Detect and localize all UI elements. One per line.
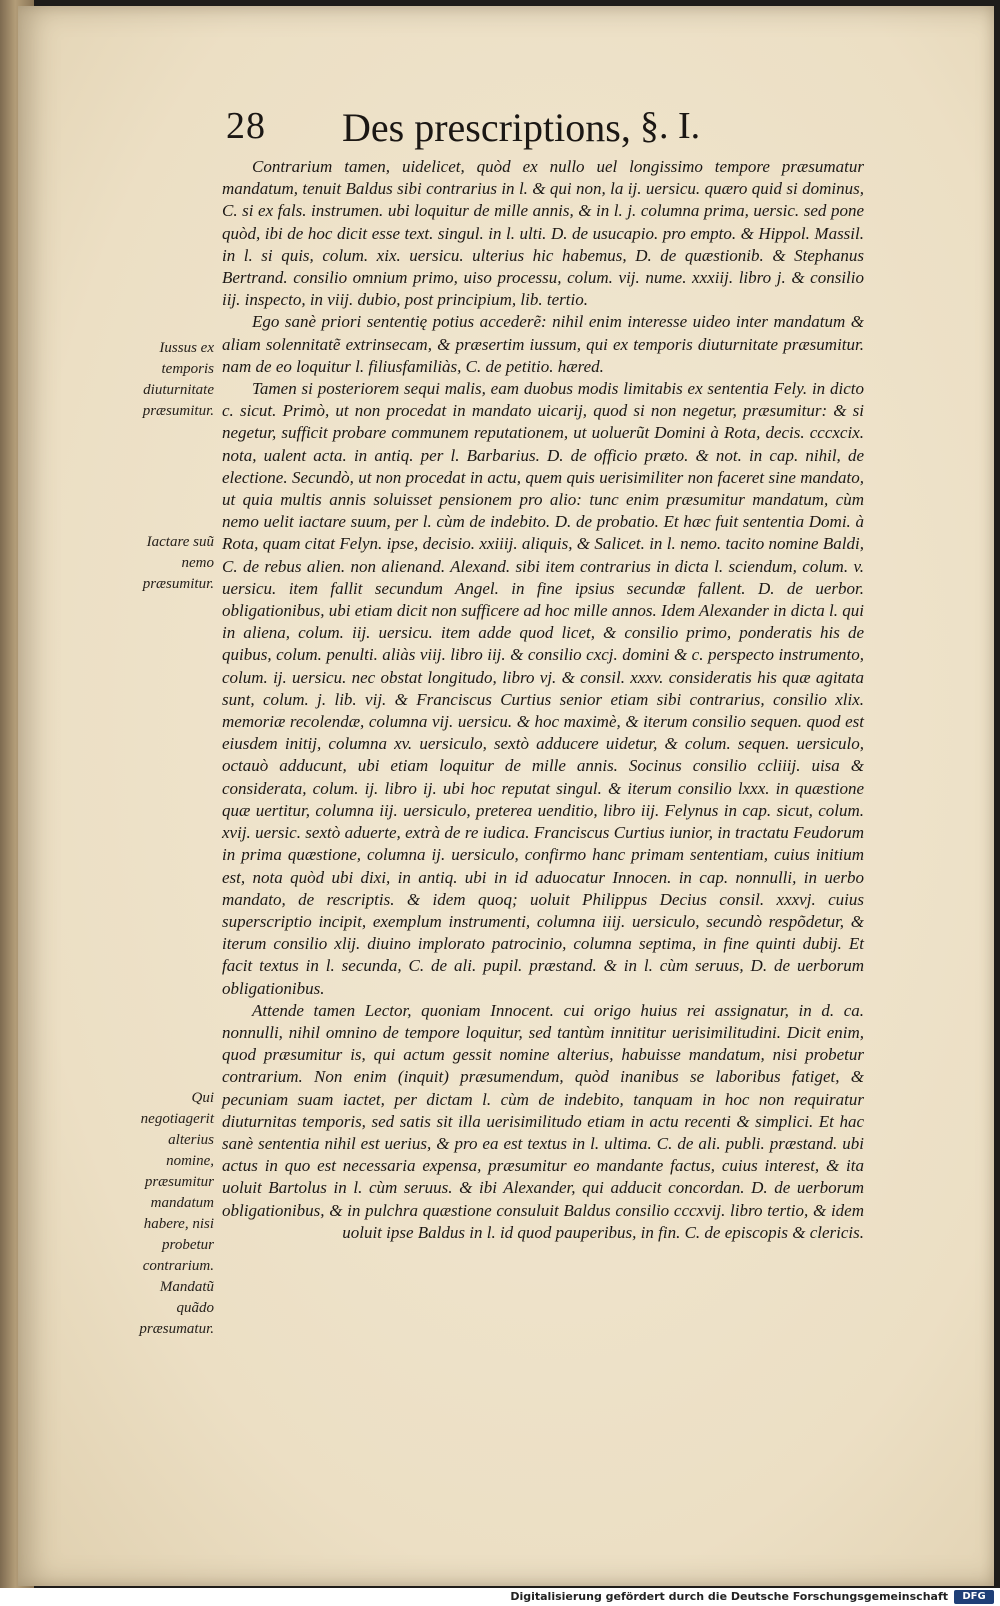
margin-note: Iactare suũ nemo præsumitur. (142, 534, 214, 592)
footer-credit: Digitalisierung gefördert durch die Deutsche Forschungsgemeinschaft (510, 1590, 948, 1603)
paragraph: Contrarium tamen, uidelicet, quòd ex nullo uel longissimo tempore præsumatur mandatum, tenuit Baldus sibi contrarius in l. & qui non, la ij. uersicu. quæro quid si dominus, C. si ex fals. instrumen. ubi loquitur de mille annis, & in l. j. columna prima, uersic. sed pone quòd, ibi de hoc dicit esse text. singul. in l. ulti. D. de usucapio. pro empto. & Hippol. Massil. in l. si quis, colum. xix. uersicu. ulterius hic habemus, D. de quæstionib. & Stephanus Bertrand. consilio omnium primo, uiso processu, colum. vij. nume. xxxiij. libro j. & consilio iij. inspecto, in viij. dubio, post principium, lib. tertio. (222, 157, 864, 310)
body-text (222, 156, 864, 1244)
page-number: 28 (226, 105, 266, 147)
margin-note: Qui negotiagerit alterius nomine, præsumitur mandatum habere, nisi probetur contrarium. Mandatũ quãdo præsumatur. (139, 1090, 214, 1337)
paragraph: Tamen si posteriorem sequi malis, eam duobus modis limitabis ex sententia Fely. in dicto c. sicut. Primò, ut non procedat in mandato uicarij, quod si non negetur, præsumitur: & si negetur, sufficit probare communem reputationem, ut uoluerũt Domini à Rota, decis. cccxcix. nota, ualent acta. in antiq. per l. Barbarius. D. de officio præto. & not. in cap. nihil, de electione. Secundò, ut non procedat in actu, quem quis uerisimiliter non faceret sine mandato, ut quia multis annis soluisset pensionem pro alio: tunc enim præsumitur mandatum, cùm nemo uelit iactare suum, per l. cùm de indebito. D. de probatio. Et hæc fuit sententia Domi. à Rota, quam citat Felyn. ipse, decisio. xxiiij. aliquis, & Salicet. in l. nemo. tacito nomine Baldi, C. de rebus alien. non alienand. Alexand. sibi item contrarius in dicta l. sciendum, colum. v. uersicu. item fallit secundum Angel. in fine ipsius secundæ fallent. D. de uerbor. obligationibus, ubi etiam dicit non sufficere ad hoc mille annos. Idem Alexander in dicta l. qui in aliena, colum. iij. uersicu. item adde quod licet, & consilio primo, ponderatis his de quibus, colum. penulti. aliàs viij. libro iij. & consilio cxcj. domini & c. perspecto instrumento, colum. ij. uersicu. nec obstat longitudo, libro vj. & consil. xxxv. consideratis his quæ agitata sunt, colum. j. lib. vij. & Franciscus Curtius senior etiam sibi contrarius, consilio xlix. memoriæ recolendæ, columna vij. uersicu. & hoc maximè, & iterum consilio sequen. quod est eiusdem initij, columna xv. uersiculo, sextò adducere uidetur, & colum. sequen. uersiculo, octauò adducunt, ubi etiam loquitur de mille annis. Socinus consilio ccliiij. uisa & considerata, colum. ij. libro ij. ubi hoc reputat singul. & iterum consilio lxxx. in quæstione quæ uertitur, columna iij. uersiculo, preterea uenditio, libro iij. Felynus in cap. sicut, colum. xvij. uersic. sextò aduerte, extrà de re iudica. Franciscus Curtius iunior, in tractatu Feudorum in prima quæstione, columna ij. uersiculo, confirmo hanc primam sententiam, cuius initium est, nota quòd ubi dixi, in antiq. ubi in id aduocatur Innocen. in cap. nonnulli, in uerbo mandato, de rescriptis. & idem quoq; uoluit Philippus Decius consil. xxxvj. cuius superscriptio incipit, exemplum instrumenti, columna iiij. uersiculo, secundò respõdetur, & iterum consilio xlij. diuino implorato patrocinio, columna septima, in fine quinti dubij. Et facit textus in l. secunda, C. de ali. pupil. præstand. & in l. cùm seruus, D. de uerborum obligationibus. (222, 379, 864, 998)
digitization-footer (0, 1588, 1000, 1606)
dfg-logo: DFG (954, 1590, 994, 1604)
paragraph: Ego sanè priori sententię potius accederẽ: nihil enim interesse uideo inter mandatum & aliam solennitatẽ extrinsecam, & præsertim iussum, qui ex temporis diuturnitate præsumitur. nam de eo loquitur l. filiusfamiliàs, C. de petitio. hæred. (222, 312, 864, 376)
section-marker: §. I. (640, 105, 701, 147)
running-title: Des prescriptions, (342, 105, 631, 150)
page-header (200, 104, 760, 164)
margin-note: Iussus ex temporis diuturnitate præsumitur. (142, 340, 214, 419)
paragraph: Attende tamen Lector, quoniam Innocent. cui origo huius rei assignatur, in d. ca. nonnulli, nihil omnino de tempore loquitur, sed tantùm innititur uerisimilitudini. Dicit enim, quod præsumitur is, qui actum gessit nomine alterius, habuisse mandatum, nisi probetur contrarium. Non enim (inquit) præsumendum, quòd inanibus se laboribus fatiget, & pecuniam suam iactet, per dictam l. cùm de indebito, tanquam in hoc non requiratur diuturnitas temporis, sed satis sit illa uerisimilitudo etiam in actu recenti & simplici. Et hac sanè sententia nihil est uerius, & pro ea est textus in l. ultima. C. de ali. publi. præstand. ubi actus in quo est necessaria expensa, præsumitur eo mandante factus, cuius interest, & ita uoluit Bartolus in l. cùm seruus. & ibi Alexander, qui adducit concordan. D. de uerborum obligationibus, & in pulchra quæstione consuluit Baldus consilio cccxvij. libro tertio, & idem uoluit ipse Baldus in l. id quod pauperibus, in fin. C. de episcopis & clericis. (222, 1000, 864, 1242)
